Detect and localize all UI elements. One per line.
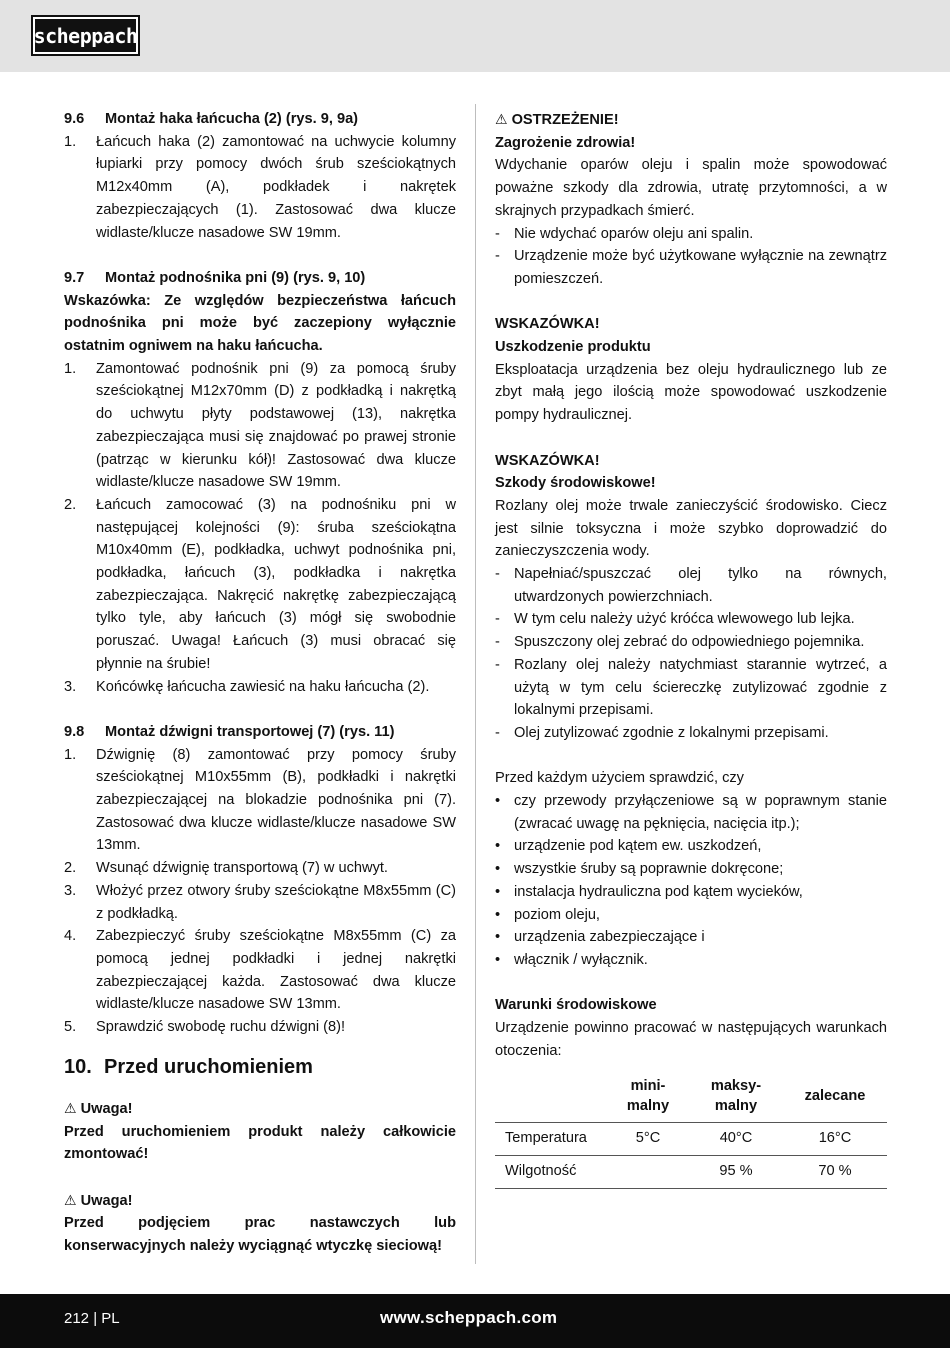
list-item: • urządzenie pod kątem ew. uszkodzeń,	[495, 838, 762, 855]
section-9-8-steps	[64, 744, 456, 1039]
list-item: 4. Zabezpieczyć śruby sześciokątne M8x55mm (C) za pomocą jednej podkładki i jednej nakrętki zabezpieczającej każda. Zastosować dwa klucze widlaste/klucze nasadowe SW 13mm.	[64, 928, 456, 1013]
list-item: - Urządzenie może być użytkowane wyłącznie na zewnątrz pomieszczeń.	[495, 248, 887, 287]
table-cell: 95 %	[689, 1156, 783, 1189]
list-item: - Napełniać/spuszczać olej tylko na równych, utwardzonych powierzchniach.	[495, 566, 887, 605]
note-1-subtitle: Uszkodzenie produktu	[495, 339, 651, 356]
section-9-7-steps	[64, 358, 456, 699]
note-2-subtitle: Szkody środowiskowe!	[495, 475, 656, 492]
table-cell: 70 %	[783, 1156, 887, 1189]
list-item: - Nie wdychać oparów oleju ani spalin.	[495, 225, 754, 242]
section-10-heading: 10. Przed uruchomieniem	[64, 1055, 313, 1078]
caution-1-text: Przed uruchomieniem produkt należy całkowicie zmontować!	[64, 1123, 456, 1163]
env-title: Warunki środowiskowe	[495, 997, 657, 1014]
caution-1-title: ⚠ Uwaga!	[64, 1097, 456, 1121]
list-item: 5. Sprawdzić swobodę ruchu dźwigni (8)!	[64, 1019, 346, 1036]
footer-bar	[0, 1294, 950, 1348]
list-item: 2. Wsunąć dźwignię transportową (7) w uchwyt.	[64, 860, 388, 877]
section-9-8-heading: 9.8 Montaż dźwigni transportowej (7) (rys. 11)	[64, 723, 395, 740]
section-9-7-heading: 9.7 Montaż podnośnika pni (9) (rys. 9, 10)	[64, 269, 366, 286]
list-item: • poziom oleju,	[495, 906, 600, 923]
list-item: • urządzenia zabezpieczające i	[495, 929, 705, 946]
table-header-cell: maksy- malny	[689, 1076, 783, 1123]
left-column	[64, 108, 456, 1258]
check-intro: Przed każdym użyciem sprawdzić, czy	[495, 770, 744, 787]
table-header-row	[495, 1076, 887, 1123]
note-2-list	[495, 563, 887, 745]
section-9-6-heading: 9.6 Montaż haka łańcucha (2) (rys. 9, 9a)	[64, 111, 359, 127]
list-item: - Olej zutylizować zgodnie z lokalnymi przepisami.	[495, 724, 829, 741]
warning-triangle-icon: ⚠	[64, 1099, 77, 1116]
note-1-title: WSKAZÓWKA!	[495, 316, 600, 333]
table-row	[495, 1123, 887, 1156]
table-cell: Temperatura	[495, 1123, 607, 1156]
list-item: - Spuszczony olej zebrać do odpowiedniego pojemnika.	[495, 634, 865, 651]
list-item: 1. Zamontować podnośnik pni (9) za pomocą śruby sześciokątnej M12x70mm (D) z podkładką i nakrętką do uchwytu płyty podstawowej (13), nakrętka zabezpieczająca musi się znajdować po prawej stronie (patrząc w kierunku kół)! Zastosować dwa klucze widlaste/klucze nasadowe SW 19mm.	[64, 360, 456, 491]
list-item: • czy przewody przyłączeniowe są w poprawnym stanie (zwracać uwagę na pęknięcia, nacięcia itp.);	[495, 793, 887, 832]
column-divider	[475, 104, 476, 1264]
check-list	[495, 790, 887, 972]
list-item: • włącznik / wyłącznik.	[495, 951, 648, 968]
table-header-cell: mini- malny	[607, 1076, 689, 1123]
warning-text: Wdychanie oparów oleju i spalin może spowodować poważne szkody dla zdrowia, utratę przytomności, a w skrajnych przypadkach śmierć.	[495, 157, 887, 219]
warning-subtitle: Zagrożenie zdrowia!	[495, 134, 636, 151]
table-cell: 40°C	[689, 1123, 783, 1156]
note-2-text: Rozlany olej może trwale zanieczyścić środowisko. Ciecz jest silnie toksyczna i może szybko doprowadzić do zanieczyszczenia wody.	[495, 497, 887, 560]
list-item: 3. Końcówkę łańcucha zawiesić na haku łańcucha (2).	[64, 678, 430, 695]
warning-triangle-icon: ⚠	[64, 1191, 77, 1208]
section-9-6-steps	[64, 131, 456, 245]
list-item: - Rozlany olej należy natychmiast starannie wytrzeć, a użytą w tym celu ściereczkę zutylizować zgodnie z lokalnymi przepisami.	[495, 656, 887, 719]
list-item: 1. Łańcuch haka (2) zamontować na uchwycie kolumny łupiarki przy pomocy dwóch śrub sześciokątnych M12x40mm (A), podkładek i nakrętek zabezpieczających (1). Zastosować dwa klucze widlaste/klucze nasadowe SW 19mm.	[64, 133, 456, 241]
env-text: Urządzenie powinno pracować w następujących warunkach otoczenia:	[495, 1020, 887, 1059]
table-cell: 16°C	[783, 1123, 887, 1156]
header-bar	[0, 0, 950, 72]
table-header-cell: zalecane	[783, 1076, 887, 1123]
section-9-7-note: Wskazówka: Ze względów bezpieczeństwa łańcuch podnośnika pni może być zaczepiony wyłącznie ostatnim ogniwem na haku łańcucha.	[64, 292, 456, 355]
caution-2-title: ⚠ Uwaga!	[64, 1189, 456, 1213]
warning-triangle-icon: ⚠	[495, 111, 508, 127]
list-item: 2. Łańcuch zamocować (3) na podnośniku pni w następującej kolejności (9): śruba sześciokątna M10x40mm (E), podkładka, uchwyt podnośnika pni, podkładka, łańcuch (3), podkładka i nakrętka zabezpieczająca. Nakręcić nakrętkę zabezpieczającą tylko tyle, aby łańcuch (3) mógł się swobodnie poruszać. Uwaga! Łańcuch (3) musi obracać się płynnie na śrubie!	[64, 496, 456, 672]
table-header-cell	[495, 1076, 607, 1123]
list-item: • wszystkie śruby są poprawnie dokręcone;	[495, 861, 784, 878]
warning-title: ⚠ OSTRZEŻENIE!	[495, 108, 887, 132]
note-2-title: WSKAZÓWKA!	[495, 452, 600, 469]
table-row	[495, 1156, 887, 1189]
table-cell	[607, 1156, 689, 1189]
right-column	[495, 108, 887, 1189]
list-item: 3. Włożyć przez otwory śruby sześciokątne M8x55mm (C) z podkładką.	[64, 882, 456, 922]
note-1-text: Eksploatacja urządzenia bez oleju hydraulicznego lub ze zbyt małą jego ilością może spowodować uszkodzenie pompy hydraulicznej.	[495, 361, 887, 424]
caution-2-text: Przed podjęciem prac nastawczych lub konserwacyjnych należy wyciągnąć wtyczkę sieciową!	[64, 1215, 456, 1254]
list-item: • instalacja hydrauliczna pod kątem wycieków,	[495, 883, 803, 900]
table-cell: Wilgotność	[495, 1156, 607, 1189]
list-item: - W tym celu należy użyć króćca wlewowego lub lejka.	[495, 611, 855, 628]
page-number: 212 | PL	[64, 1310, 120, 1327]
env-conditions-table	[495, 1076, 887, 1188]
list-item: 1. Dźwignię (8) zamontować przy pomocy śruby sześciokątnej M10x55mm (B), podkładki i nakrętki zabezpieczającej na blokadzie podnośnika pni (7). Zastosować dwa klucze widlaste/klucze nasadowe SW 13mm.	[64, 746, 456, 854]
footer-url[interactable]: www.scheppach.com	[380, 1308, 558, 1327]
table-cell: 5°C	[607, 1123, 689, 1156]
scheppach-logo: scheppach	[31, 15, 140, 56]
warning-list	[495, 223, 887, 291]
